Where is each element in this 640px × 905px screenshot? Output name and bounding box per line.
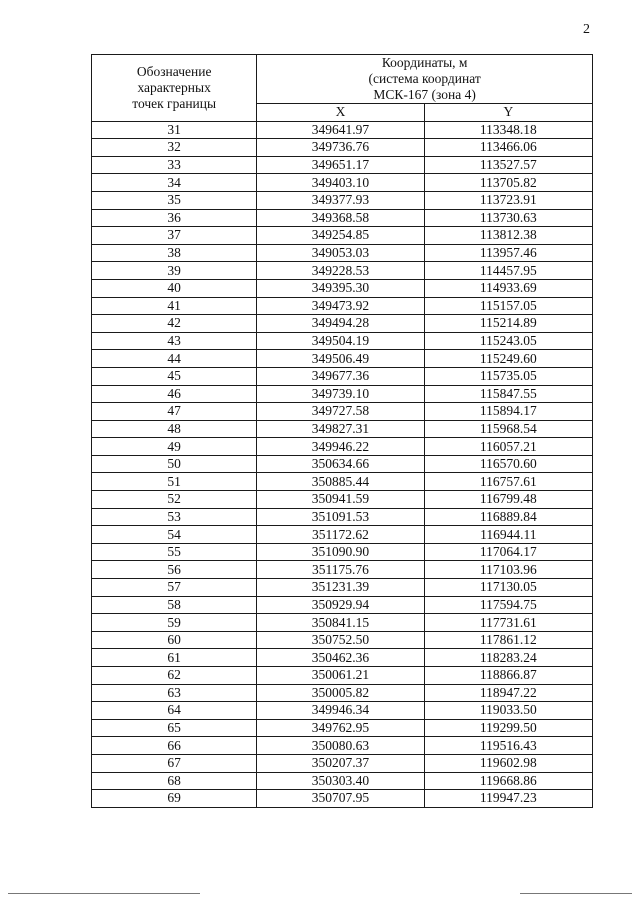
y-coordinate-cell: 119947.23 <box>424 790 592 808</box>
coordinates-table <box>91 54 593 808</box>
point-number-cell: 42 <box>92 315 257 333</box>
y-coordinate-cell: 116889.84 <box>424 508 592 526</box>
x-coordinate-cell: 349494.28 <box>257 315 424 333</box>
x-coordinate-cell: 350752.50 <box>257 631 424 649</box>
point-number-cell: 36 <box>92 209 257 227</box>
x-coordinate-cell: 349506.49 <box>257 350 424 368</box>
point-number-cell: 55 <box>92 543 257 561</box>
point-number-cell: 69 <box>92 790 257 808</box>
table-row <box>92 209 593 227</box>
table-row <box>92 121 593 139</box>
x-coordinate-cell: 351090.90 <box>257 543 424 561</box>
table-row <box>92 191 593 209</box>
x-coordinate-cell: 350941.59 <box>257 491 424 509</box>
x-coordinate-cell: 349827.31 <box>257 420 424 438</box>
header-point-line: точек границы <box>132 95 217 111</box>
table-row <box>92 244 593 262</box>
point-number-cell: 44 <box>92 350 257 368</box>
point-number-cell: 49 <box>92 438 257 456</box>
table-row <box>92 667 593 685</box>
point-number-cell: 35 <box>92 191 257 209</box>
table-row <box>92 227 593 245</box>
x-coordinate-cell: 350634.66 <box>257 455 424 473</box>
table-row <box>92 649 593 667</box>
x-coordinate-cell: 349641.97 <box>257 121 424 139</box>
y-coordinate-cell: 115735.05 <box>424 367 592 385</box>
table-row <box>92 174 593 192</box>
table-row <box>92 702 593 720</box>
table-row <box>92 790 593 808</box>
y-coordinate-cell: 113527.57 <box>424 156 592 174</box>
header-x: X <box>257 104 424 122</box>
x-coordinate-cell: 350841.15 <box>257 614 424 632</box>
table-row <box>92 737 593 755</box>
point-number-cell: 47 <box>92 403 257 421</box>
point-number-cell: 53 <box>92 508 257 526</box>
point-number-cell: 39 <box>92 262 257 280</box>
table-row <box>92 719 593 737</box>
y-coordinate-cell: 115894.17 <box>424 403 592 421</box>
table-row <box>92 139 593 157</box>
table-body <box>92 121 593 807</box>
y-coordinate-cell: 115243.05 <box>424 332 592 350</box>
header-y: Y <box>424 104 592 122</box>
point-number-cell: 38 <box>92 244 257 262</box>
x-coordinate-cell: 350885.44 <box>257 473 424 491</box>
table-header-row-main <box>92 55 593 104</box>
point-number-cell: 61 <box>92 649 257 667</box>
x-coordinate-cell: 350303.40 <box>257 772 424 790</box>
table-row <box>92 315 593 333</box>
point-number-cell: 56 <box>92 561 257 579</box>
y-coordinate-cell: 117130.05 <box>424 579 592 597</box>
table-row <box>92 403 593 421</box>
y-coordinate-cell: 115214.89 <box>424 315 592 333</box>
header-coords-line: Координаты, м <box>381 55 468 70</box>
point-number-cell: 60 <box>92 631 257 649</box>
x-coordinate-cell: 349368.58 <box>257 209 424 227</box>
header-point-line: характерных <box>137 79 211 95</box>
x-coordinate-cell: 351231.39 <box>257 579 424 597</box>
point-number-cell: 67 <box>92 754 257 772</box>
y-coordinate-cell: 117731.61 <box>424 614 592 632</box>
point-number-cell: 64 <box>92 702 257 720</box>
y-coordinate-cell: 119602.98 <box>424 754 592 772</box>
x-coordinate-cell: 349762.95 <box>257 719 424 737</box>
x-coordinate-cell: 349254.85 <box>257 227 424 245</box>
y-coordinate-cell: 116570.60 <box>424 455 592 473</box>
y-coordinate-cell: 113705.82 <box>424 174 592 192</box>
footer-rule-right <box>520 893 632 894</box>
table-row <box>92 772 593 790</box>
y-coordinate-cell: 113466.06 <box>424 139 592 157</box>
x-coordinate-cell: 349946.22 <box>257 438 424 456</box>
table-row <box>92 579 593 597</box>
point-number-cell: 52 <box>92 491 257 509</box>
x-coordinate-cell: 349504.19 <box>257 332 424 350</box>
x-coordinate-cell: 349739.10 <box>257 385 424 403</box>
table-row <box>92 438 593 456</box>
header-coords-line: МСК-167 (зона 4) <box>373 87 476 102</box>
point-number-cell: 57 <box>92 579 257 597</box>
y-coordinate-cell: 116057.21 <box>424 438 592 456</box>
table-row <box>92 279 593 297</box>
table-row <box>92 614 593 632</box>
point-number-cell: 54 <box>92 526 257 544</box>
y-coordinate-cell: 116757.61 <box>424 473 592 491</box>
x-coordinate-cell: 351091.53 <box>257 508 424 526</box>
point-number-cell: 34 <box>92 174 257 192</box>
table-row <box>92 367 593 385</box>
point-number-cell: 68 <box>92 772 257 790</box>
table-row <box>92 420 593 438</box>
y-coordinate-cell: 113723.91 <box>424 191 592 209</box>
x-coordinate-cell: 350061.21 <box>257 667 424 685</box>
table-row <box>92 631 593 649</box>
header-coords-line: (система координат <box>368 71 481 86</box>
y-coordinate-cell: 113730.63 <box>424 209 592 227</box>
page-number: 2 <box>583 22 590 37</box>
x-coordinate-cell: 350005.82 <box>257 684 424 702</box>
y-coordinate-cell: 115249.60 <box>424 350 592 368</box>
x-coordinate-cell: 351172.62 <box>257 526 424 544</box>
table-row <box>92 526 593 544</box>
table-row <box>92 561 593 579</box>
point-number-cell: 62 <box>92 667 257 685</box>
y-coordinate-cell: 117594.75 <box>424 596 592 614</box>
point-number-cell: 32 <box>92 139 257 157</box>
y-coordinate-cell: 115157.05 <box>424 297 592 315</box>
y-coordinate-cell: 113957.46 <box>424 244 592 262</box>
header-coordinates <box>257 55 593 104</box>
y-coordinate-cell: 115968.54 <box>424 420 592 438</box>
x-coordinate-cell: 350929.94 <box>257 596 424 614</box>
y-coordinate-cell: 119516.43 <box>424 737 592 755</box>
y-coordinate-cell: 117861.12 <box>424 631 592 649</box>
x-coordinate-cell: 350080.63 <box>257 737 424 755</box>
point-number-cell: 63 <box>92 684 257 702</box>
table-row <box>92 543 593 561</box>
point-number-cell: 31 <box>92 121 257 139</box>
table-row <box>92 332 593 350</box>
x-coordinate-cell: 350462.36 <box>257 649 424 667</box>
x-coordinate-cell: 350207.37 <box>257 754 424 772</box>
table-row <box>92 350 593 368</box>
table-row <box>92 473 593 491</box>
y-coordinate-cell: 114457.95 <box>424 262 592 280</box>
table-row <box>92 596 593 614</box>
x-coordinate-cell: 349946.34 <box>257 702 424 720</box>
y-coordinate-cell: 119668.86 <box>424 772 592 790</box>
x-coordinate-cell: 349377.93 <box>257 191 424 209</box>
table-row <box>92 297 593 315</box>
table-row <box>92 491 593 509</box>
header-point-line: Обозначение <box>136 63 212 79</box>
table-row <box>92 385 593 403</box>
x-coordinate-cell: 349473.92 <box>257 297 424 315</box>
y-coordinate-cell: 117103.96 <box>424 561 592 579</box>
y-coordinate-cell: 118947.22 <box>424 684 592 702</box>
y-coordinate-cell: 119033.50 <box>424 702 592 720</box>
y-coordinate-cell: 114933.69 <box>424 279 592 297</box>
y-coordinate-cell: 119299.50 <box>424 719 592 737</box>
point-number-cell: 41 <box>92 297 257 315</box>
table-row <box>92 156 593 174</box>
table-row <box>92 684 593 702</box>
point-number-cell: 58 <box>92 596 257 614</box>
x-coordinate-cell: 350707.95 <box>257 790 424 808</box>
x-coordinate-cell: 349228.53 <box>257 262 424 280</box>
y-coordinate-cell: 116944.11 <box>424 526 592 544</box>
point-number-cell: 33 <box>92 156 257 174</box>
x-coordinate-cell: 349403.10 <box>257 174 424 192</box>
point-number-cell: 46 <box>92 385 257 403</box>
x-coordinate-cell: 349727.58 <box>257 403 424 421</box>
y-coordinate-cell: 113348.18 <box>424 121 592 139</box>
x-coordinate-cell: 349053.03 <box>257 244 424 262</box>
point-number-cell: 50 <box>92 455 257 473</box>
point-number-cell: 40 <box>92 279 257 297</box>
table-row <box>92 508 593 526</box>
x-coordinate-cell: 351175.76 <box>257 561 424 579</box>
y-coordinate-cell: 118866.87 <box>424 667 592 685</box>
x-coordinate-cell: 349736.76 <box>257 139 424 157</box>
point-number-cell: 51 <box>92 473 257 491</box>
header-point-designation <box>92 55 257 122</box>
footer-rule-left <box>8 893 200 894</box>
y-coordinate-cell: 116799.48 <box>424 491 592 509</box>
x-coordinate-cell: 349677.36 <box>257 367 424 385</box>
table-row <box>92 455 593 473</box>
point-number-cell: 48 <box>92 420 257 438</box>
y-coordinate-cell: 118283.24 <box>424 649 592 667</box>
x-coordinate-cell: 349395.30 <box>257 279 424 297</box>
point-number-cell: 37 <box>92 227 257 245</box>
y-coordinate-cell: 117064.17 <box>424 543 592 561</box>
point-number-cell: 59 <box>92 614 257 632</box>
point-number-cell: 65 <box>92 719 257 737</box>
table-row <box>92 754 593 772</box>
point-number-cell: 43 <box>92 332 257 350</box>
y-coordinate-cell: 113812.38 <box>424 227 592 245</box>
y-coordinate-cell: 115847.55 <box>424 385 592 403</box>
point-number-cell: 66 <box>92 737 257 755</box>
point-number-cell: 45 <box>92 367 257 385</box>
table-header <box>92 55 593 122</box>
table-row <box>92 262 593 280</box>
x-coordinate-cell: 349651.17 <box>257 156 424 174</box>
